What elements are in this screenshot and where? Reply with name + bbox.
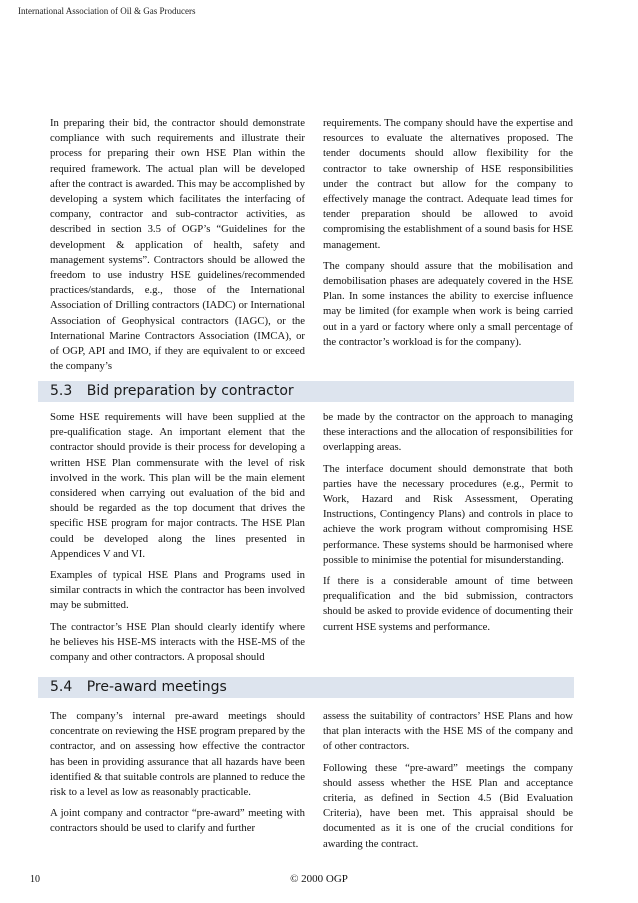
paragraph: A joint company and contractor “pre-award” meeting with contractors should be used to clarify and further — [50, 807, 305, 835]
section-heading-text: Pre-award meetings — [86, 679, 227, 695]
paragraph: Some HSE requirements will have been supplied at the pre-qualification stage. An important element that the contractor should provide is their process for developing a written HSE Plan commensurate with the level of risk involved in the work. This plan will be the main element considered when carrying out evaluation of the bid and should be regarded as the top document that drives the specific HSE program for major contracts. The HSE Plan could be developed along the lines presented in Appendices V and VI. — [50, 411, 305, 560]
paragraph: The interface document should demonstrate that both parties have the necessary procedures (e.g., Permit to Work, Hazard and Risk Assessment, Operating Instructions, Contingency Plans) and controls in place to achieve the work program without compromising HSE performance. These systems should be harmonised where possible to minimise the potential for misunderstanding. — [323, 462, 573, 566]
paragraph: Following these “pre-award” meetings the company should assess whether the HSE Plan and acceptance criteria, as defined in Section 4.5 (Bid Evaluation Criteria), have been met. This appraisal should be documented as it is one of the crucial conditions for awarding the contract. — [323, 761, 573, 850]
section-heading-text: Bid preparation by contractor — [86, 383, 294, 399]
section-number: 5.4 — [50, 679, 73, 695]
page-number: 10 — [30, 874, 40, 885]
section-number: 5.3 — [50, 383, 73, 399]
paragraph: be made by the contractor on the approach to managing these interactions and the allocation of responsibilities for overlapping areas. — [323, 411, 573, 454]
section-heading-bar — [38, 677, 574, 698]
section-title — [50, 679, 227, 695]
intro-left-column — [50, 116, 305, 380]
paragraph: In preparing their bid, the contractor should demonstrate compliance with such requirements and illustrate their process for preparing their own HSE Plan within the required framework. The actual plan will be developed after the contract is awarded. This may be accomplished by developing a system which facilitates the interfacing of company, contractor and sub-contractor activities, as described in section 3.5 of OGP’s “Guidelines for the development & application of health, safety and management systems”. Contractors should be allowed the freedom to use industry HSE guidelines/recommended practices/standards, e.g., those of the International Association of Drilling contractors (IADC) or International Association of Geophysical contractors (IAGC), or the International Marine Contractors Association (IMCA), or of OGP, API and IMO, if they are equivalent to or exceed the company’s — [50, 117, 305, 373]
running-header: International Association of Oil & Gas Producers — [18, 6, 196, 16]
paragraph: Examples of typical HSE Plans and Programs used in similar contracts in which the contractor has been involved may be submitted. — [50, 569, 305, 612]
section-title — [50, 383, 294, 399]
section-53-left-column — [50, 410, 305, 671]
paragraph: The company should assure that the mobilisation and demobilisation phases are adequately covered in the HSE Plan. In some instances the ability to exercise influence may be limited (for example when work is being carried out in a yard or factory where only a small percentage of the contractor’s workload is for the company). — [323, 259, 573, 348]
paragraph: The contractor’s HSE Plan should clearly identify where he believes his HSE-MS interacts with the HSE-MS of the company and other contractors. A proposal should — [50, 620, 305, 664]
paragraph: assess the suitability of contractors’ HSE Plans and how that plan interacts with the HSE MS of the company and of other contractors. — [323, 710, 573, 753]
paragraph: requirements. The company should have the expertise and resources to evaluate the alternatives proposed. The tender documents should allow flexibility for the contractor to take ownership of HSE responsibilities under the contract but allow for the company to effectively manage the contract. Adequate lead times for tender preparation should be allowed to avoid compromising the establishment of a sound basis for HSE management. — [323, 117, 573, 251]
section-heading-bar — [38, 381, 574, 402]
paragraph: The company’s internal pre-award meetings should concentrate on reviewing the HSE program prepared by the contractor, and on assessing how effective the contractor has been in providing assurance that all hazards have been identified & that suitable controls are planned to reduce the risk to a level as low as reasonably practicable. — [50, 710, 305, 799]
intro-right-column — [323, 116, 573, 356]
paragraph: If there is a considerable amount of time between prequalification and the bid submission, contractors should be asked to provide evidence of documenting their current HSE systems and performance. — [323, 575, 573, 633]
section-54-left-column — [50, 709, 305, 843]
section-54-right-column — [323, 709, 573, 858]
section-53-right-column — [323, 410, 573, 641]
copyright-footer: © 2000 OGP — [290, 873, 348, 885]
